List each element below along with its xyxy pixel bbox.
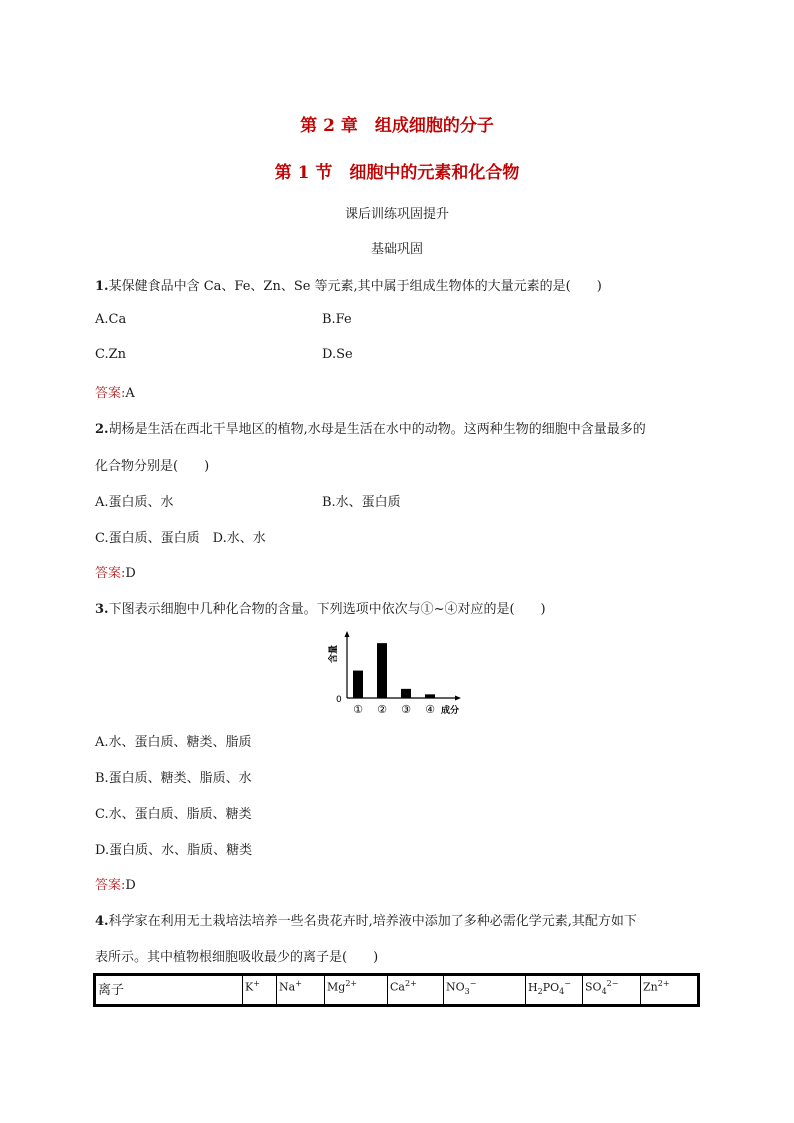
x-tick-label: ④ <box>425 703 435 716</box>
part-title: 基础巩固 <box>370 242 423 257</box>
option-d: D.蛋白质、水、脂质、糖类 <box>95 843 253 858</box>
question-number: 1. <box>95 279 109 294</box>
y-axis-label: 含量 <box>329 644 339 664</box>
question-number: 4. <box>95 914 109 929</box>
ion-cell: $SO_4^{2-}$ <box>583 975 641 1006</box>
x-tick-label: ② <box>377 703 387 716</box>
bar-chart <box>325 630 475 720</box>
question-2-line2: 化合物分别是( ) <box>95 459 210 474</box>
option-c: C.水、蛋白质、脂质、糖类 <box>95 807 252 822</box>
ion-cell: $Ca^{2+}$ <box>388 975 444 1006</box>
answer-3 <box>95 874 136 893</box>
question-number: 3. <box>95 602 109 617</box>
option-b: B.蛋白质、糖类、脂质、水 <box>95 771 252 786</box>
table-row <box>95 975 699 1006</box>
option-c-d: C.蛋白质、蛋白质 D.水、水 <box>95 531 266 546</box>
bar-4 <box>425 694 435 698</box>
option-a: A.水、蛋白质、糖类、脂质 <box>95 735 252 750</box>
question-4-line2: 表所示。其中植物根细胞吸收最少的离子是( ) <box>95 950 379 965</box>
question-number: 2. <box>95 422 109 437</box>
option-d: D.Se <box>322 347 353 362</box>
option-b: B.水、蛋白质 <box>322 495 401 510</box>
answer-label: 答案: <box>95 386 126 401</box>
answer-1 <box>95 382 135 401</box>
section-title: 第 1 节 细胞中的元素和化合物 <box>274 163 520 183</box>
ion-cell: Na+ <box>277 975 325 1006</box>
origin-label: 0 <box>336 695 342 705</box>
chapter-title: 第 2 章 组成细胞的分子 <box>300 116 494 136</box>
option-a: A.Ca <box>95 312 127 327</box>
ion-cell: $Mg^{2+}$ <box>325 975 388 1006</box>
bar-3 <box>401 689 411 698</box>
ion-cell: $NO_3^-$ <box>444 975 526 1006</box>
ion-cell: $Zn^{2+}$ <box>641 975 699 1006</box>
question-text: 下图表示细胞中几种化合物的含量。下列选项中依次与①~④对应的是( ) <box>108 602 546 617</box>
bar-1 <box>353 671 363 698</box>
answer-value: A <box>125 386 135 401</box>
option-c: C.Zn <box>95 347 127 362</box>
answer-value: D <box>125 878 136 893</box>
ion-cell: K+ <box>243 975 277 1006</box>
answer-label: 答案: <box>95 566 126 581</box>
x-axis-arrow <box>455 696 461 701</box>
question-text: 某保健食品中含 Ca、Fe、Zn、Se 等元素,其中属于组成生物体的大量元素的是( ) <box>108 279 602 294</box>
question-text: 胡杨是生活在西北干旱地区的植物,水母是生活在水中的动物。这两种生物的细胞中含量最多的 <box>108 422 646 437</box>
question-4 <box>95 910 637 929</box>
answer-value: D <box>125 566 136 581</box>
question-3 <box>95 598 546 617</box>
question-text: 科学家在利用无土栽培法培养一些名贵花卉时,培养液中添加了多种必需化学元素,其配方如下 <box>108 914 637 929</box>
option-a: A.蛋白质、水 <box>95 495 174 510</box>
ion-cell: $H_2PO_4^-$ <box>526 975 583 1006</box>
table-header-cell: 离子 <box>95 975 243 1006</box>
x-tick-label: ③ <box>401 703 411 716</box>
answer-label: 答案: <box>95 878 126 893</box>
x-tick-label: ① <box>353 703 363 716</box>
bar-2 <box>377 643 387 698</box>
option-b: B.Fe <box>322 312 352 327</box>
answer-2 <box>95 562 136 581</box>
subtitle: 课后训练巩固提升 <box>344 207 449 222</box>
question-1 <box>95 275 602 294</box>
y-axis-arrow <box>345 631 350 637</box>
x-axis-label: 成分 <box>441 706 460 716</box>
question-2 <box>95 418 646 437</box>
ion-table <box>93 973 700 1007</box>
